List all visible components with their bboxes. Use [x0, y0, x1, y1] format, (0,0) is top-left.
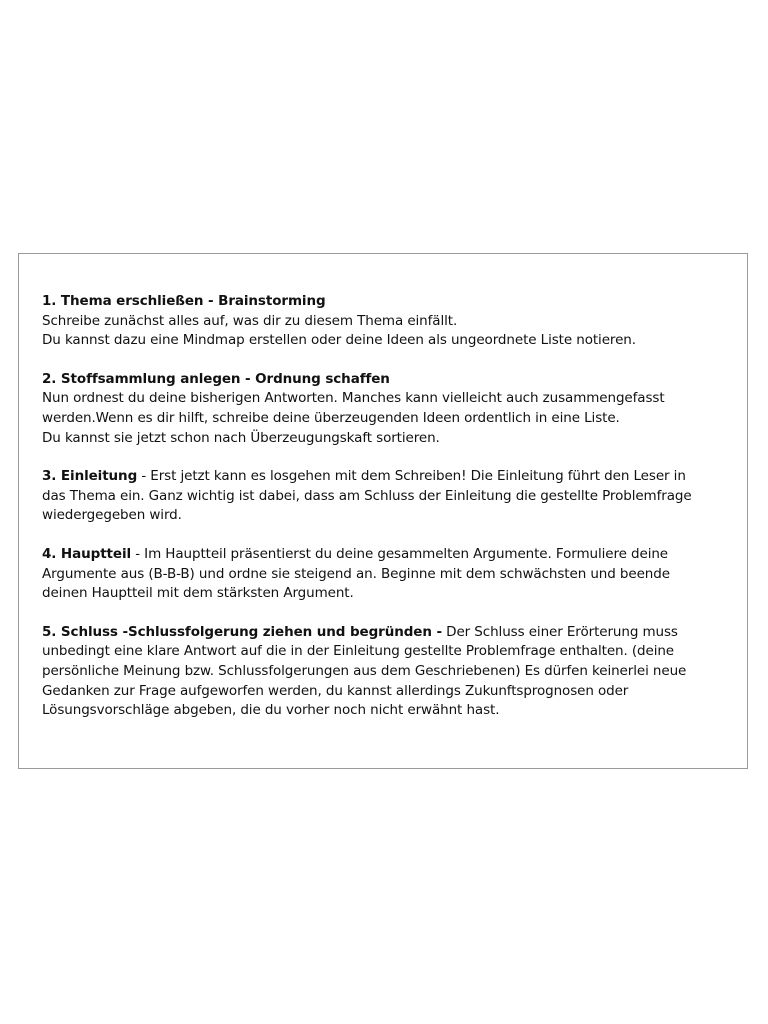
section-text-line: Du kannst dazu eine Mindmap erstellen oder deine Ideen als ungeordnete Liste notieren.	[42, 332, 636, 349]
section-text-inline: - Im Hauptteil präsentierst du deine gesammelten Argumente. Formuliere deine	[131, 545, 669, 562]
section-brainstorming	[42, 292, 732, 351]
section-text-line: persönliche Meinung bzw. Schlussfolgerungen aus dem Geschriebenen) Es dürfen keinerlei neue	[42, 662, 687, 679]
section-text-line: Schreibe zunächst alles auf, was dir zu diesem Thema einfällt.	[42, 312, 458, 329]
section-text-line: Lösungsvorschläge abgeben, die du vorher noch nicht erwähnt hast.	[42, 702, 500, 719]
section-first-line	[42, 545, 732, 565]
section-text-line: werden.Wenn es dir hilft, schreibe deine überzeugenden Ideen ordentlich in eine Liste.	[42, 409, 620, 426]
section-first-line	[42, 467, 732, 487]
section-schluss	[42, 623, 732, 721]
section-text-line: Nun ordnest du deine bisherigen Antworten. Manches kann vielleicht auch zusammengefasst	[42, 390, 665, 407]
document-content	[42, 292, 732, 740]
section-heading: 1. Thema erschließen - Brainstorming	[42, 293, 326, 309]
section-text-line: Gedanken zur Frage aufgeworfen werden, du kannst allerdings Zukunftsprognosen oder	[42, 682, 629, 699]
section-text-line: Argumente aus (B-B-B) und ordne sie steigend an. Beginne mit dem schwächsten und beende	[42, 565, 670, 582]
section-text-inline: - Erst jetzt kann es losgehen mit dem Schreiben! Die Einleitung führt den Leser in	[137, 468, 686, 485]
document-card	[18, 253, 748, 769]
section-heading: 5. Schluss -Schlussfolgerung ziehen und begründen -	[42, 623, 442, 640]
section-text-line: deinen Hauptteil mit dem stärksten Argument.	[42, 585, 354, 602]
section-heading: 4. Hauptteil	[42, 545, 132, 562]
section-first-line	[42, 623, 732, 643]
section-hauptteil	[42, 545, 732, 604]
section-heading: 3. Einleitung	[42, 468, 138, 485]
section-text-line: Du kannst sie jetzt schon nach Überzeugungskaft sortieren.	[42, 429, 440, 446]
section-stoffsammlung	[42, 370, 732, 448]
section-text-line: wiedergegeben wird.	[42, 507, 182, 524]
section-einleitung	[42, 467, 732, 526]
section-text-inline: Der Schluss einer Erörterung muss	[441, 623, 678, 640]
section-text-line: unbedingt eine klare Antwort auf die in der Einleitung gestellte Problemfrage enthalten. (deine	[42, 643, 675, 660]
section-text-line: das Thema ein. Ganz wichtig ist dabei, dass am Schluss der Einleitung die gestellte Problemfrage	[42, 487, 692, 504]
section-heading: 2. Stoffsammlung anlegen - Ordnung schaffen	[42, 370, 390, 387]
